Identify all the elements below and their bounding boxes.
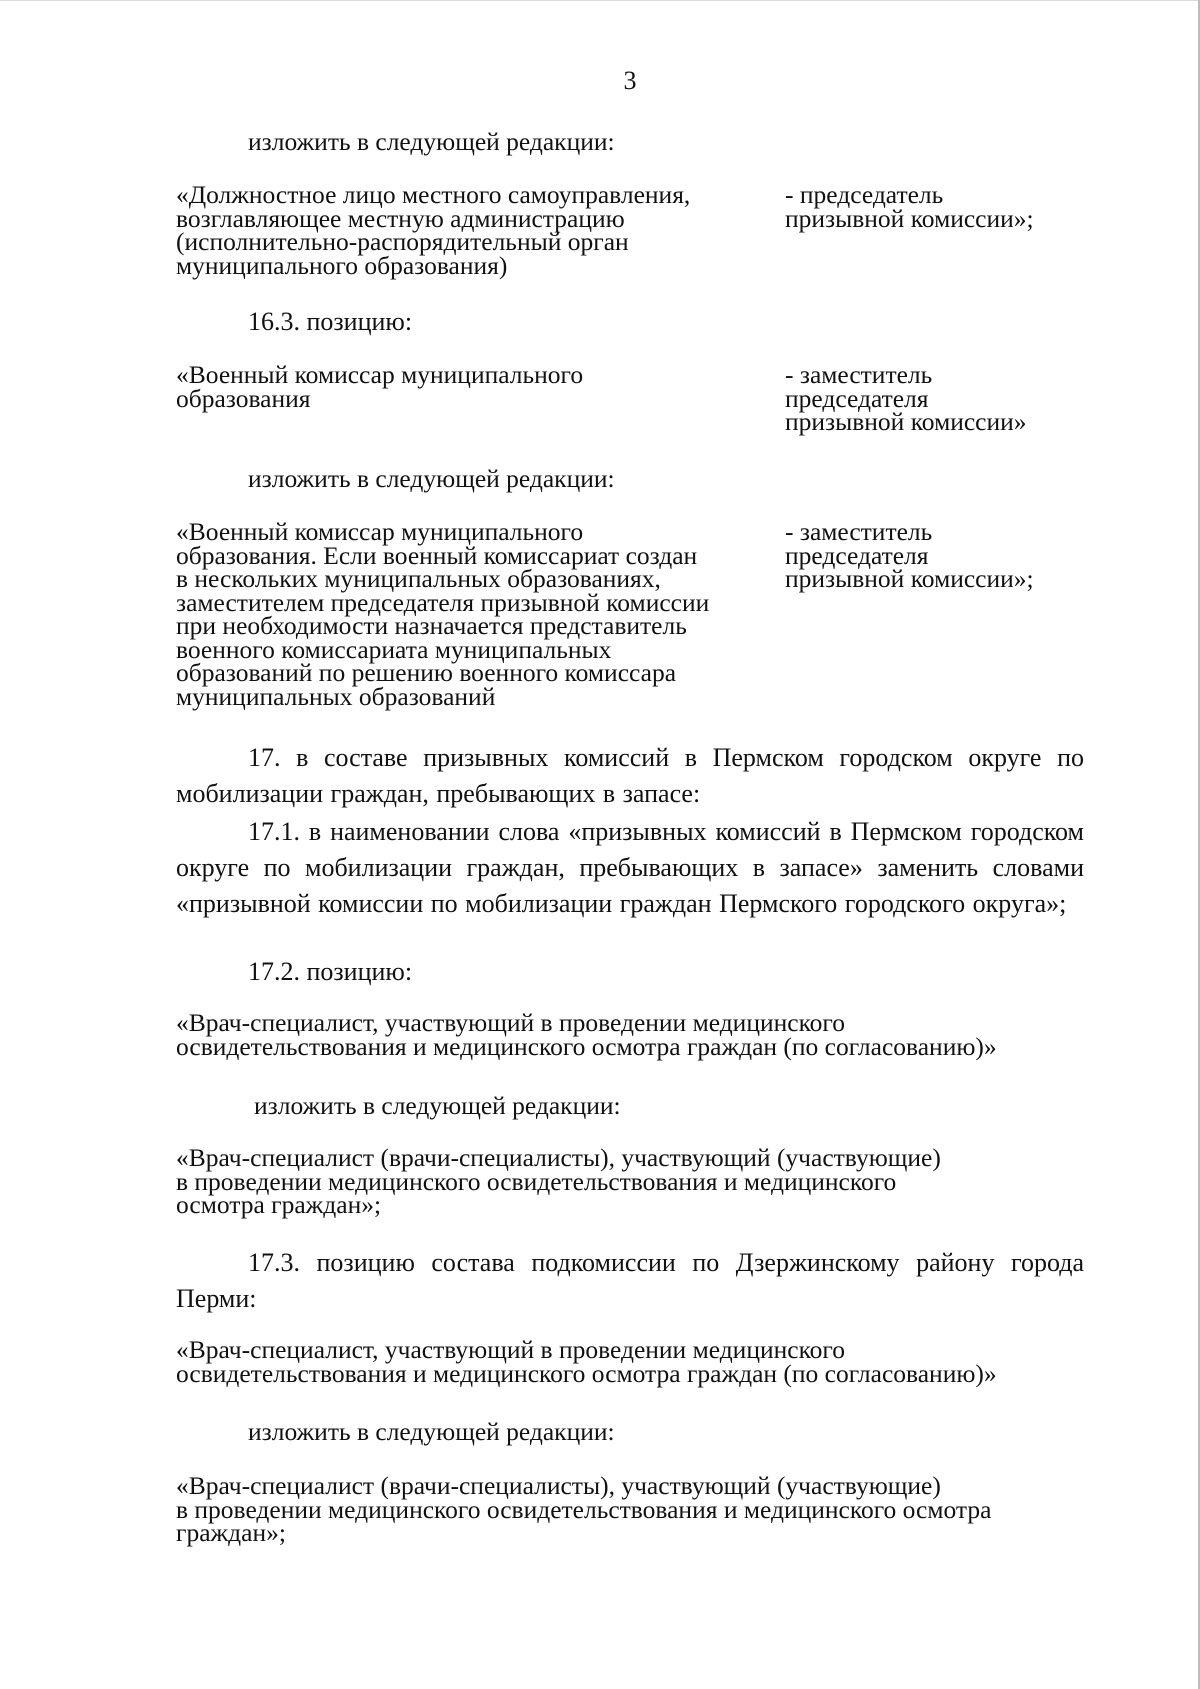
quoted-position-old: «Врач-специалист, участвующий в проведении медицинского освидетельствования и медицинского осмотра граждан (по согласованию)» — [176, 1008, 997, 1061]
position-new-left: «Военный комиссар муниципального образования. Если военный комиссариат создан в нескольких муниципальных образованиях, заместителем председателя призывной комиссии при необходимости назначается представитель военного комиссариата муниципальных образований по решению военного комиссара муниципальных образований — [176, 517, 710, 711]
position-old-right: - председатель призывной комиссии»; — [785, 180, 1034, 233]
paragraph-17-3: 17.3. позицию состава подкомиссии по Дзержинскому району города Перми: — [176, 1248, 1084, 1313]
quoted-position-old: «Врач-специалист, участвующий в проведении медицинского освидетельствования и медицинского осмотра граждан (по согласованию)» — [176, 1335, 997, 1388]
position-old-right: - заместитель председателя призывной комиссии» — [785, 360, 1027, 436]
page-number: 3 — [623, 66, 637, 95]
page-border-top — [0, 0, 1200, 1]
intro-text: изложить в следующей редакции: — [254, 1091, 621, 1120]
point-heading: 17.2. позицию: — [248, 957, 413, 986]
position-old-left: «Военный комиссар муниципального образования — [176, 360, 584, 413]
paragraph-17-1: 17.1. в наименовании слова «призывных комиссий в Пермском городском округе по мобилизации граждан, пребывающих в запасе» заменить словами «призывной комиссии по мобилизации граждан Пермского городского округа»; — [176, 817, 1084, 918]
position-new-right: - заместитель председателя призывной комиссии»; — [785, 517, 1034, 593]
quoted-position-new: «Врач-специалист (врачи-специалисты), участвующий (участвующие) в проведении медицинского освидетельствования и медицинского осмотра граждан»; — [176, 1471, 992, 1547]
intro-text: изложить в следующей редакции: — [248, 127, 615, 156]
intro-text: изложить в следующей редакции: — [248, 1417, 615, 1446]
intro-text: изложить в следующей редакции: — [248, 464, 615, 493]
paragraph-17: 17. в составе призывных комиссий в Пермском городском округе по мобилизации граждан, пребывающих в запасе: — [176, 743, 1084, 808]
quoted-position-new: «Врач-специалист (врачи-специалисты), участвующий (участвующие) в проведении медицинского освидетельствования и медицинского осмотра граждан»; — [176, 1143, 941, 1219]
position-old-left: «Должностное лицо местного самоуправления, возглавляющее местную администрацию (исполнительно-распорядительный орган муниципального образования) — [176, 180, 691, 280]
point-heading: 16.3. позицию: — [248, 307, 413, 336]
